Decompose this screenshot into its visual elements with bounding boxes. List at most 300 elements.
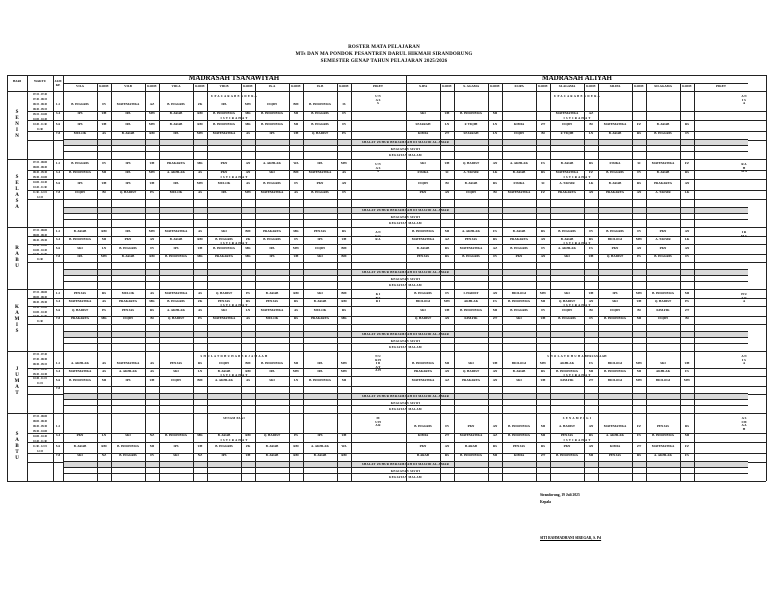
time-slot: 07.15 - 08.00	[33, 291, 47, 294]
ma-cell: B. ARAB	[464, 181, 478, 186]
time-slot: 09.45 - 10.30	[33, 372, 47, 376]
ma-cell: SKI	[420, 160, 426, 165]
mts-cell: RS	[149, 308, 155, 313]
header-mts-col: KODE	[99, 84, 109, 88]
mts-cell: MK	[101, 316, 107, 321]
jam-ke: 7-8	[55, 386, 61, 391]
istirahat-ma: I S T I R A H A T	[563, 241, 591, 245]
time-slot: 11.30	[37, 320, 43, 324]
ma-cell: IN	[637, 170, 641, 175]
time-slot: 11.30	[37, 127, 43, 131]
mts-cell: FIQIH	[171, 378, 181, 383]
mts-cell: MULOK	[169, 190, 183, 195]
ma-cell: F. TIQIH	[464, 122, 478, 127]
ma-cell: PENJAS	[608, 453, 622, 458]
mts-cell: MW	[244, 102, 252, 107]
ma-cell: PKN	[611, 246, 619, 251]
mts-cell: PS	[198, 316, 202, 321]
mts-cell: B. ARAB	[217, 368, 231, 373]
rule	[7, 481, 766, 482]
jam-ke: 1-2	[55, 360, 61, 365]
mts-cell: MW	[100, 254, 108, 259]
mts-cell: ZK	[245, 236, 251, 241]
mts-cell: A. AKHLAK	[167, 308, 185, 313]
rule	[7, 91, 766, 92]
time-slot: 09.15 - 10.00	[33, 112, 47, 116]
ma-cell: B. ARAB	[416, 246, 430, 251]
mts-cell: UH	[101, 181, 107, 186]
ma-cell: A. AKHLAK	[558, 246, 576, 251]
ma-cell: AN	[492, 160, 498, 165]
day-name	[13, 367, 21, 397]
day-name	[13, 432, 21, 462]
ma-cell: SKI	[660, 360, 666, 365]
mts-cell: AS	[245, 131, 251, 136]
ma-cell: RS	[684, 122, 690, 127]
rule	[694, 83, 695, 481]
ma-cell: LN	[444, 122, 450, 127]
mts-cell: UH	[293, 131, 299, 136]
ma-cell: AN	[492, 424, 498, 429]
mts-cell: IPS	[77, 122, 83, 127]
ma-cell: IN	[445, 424, 449, 429]
ma-cell: IN	[541, 246, 545, 251]
mts-cell: NZ	[101, 453, 107, 458]
ma-cell: BIOLOGI	[415, 298, 431, 303]
mts-cell: IPA	[125, 228, 131, 233]
ma-cell: B. INDONESIA	[556, 453, 578, 458]
ma-cell: KIMIA	[609, 444, 621, 449]
mts-cell: PENJAS	[265, 298, 279, 303]
header-mts-col: KODE	[339, 84, 349, 88]
ma-cell: MI	[492, 111, 498, 116]
ma-cell: AZ	[588, 111, 594, 116]
mts-cell: AS	[149, 290, 155, 295]
time-slot: 09.15 - 09.45	[33, 367, 47, 371]
header-ma-col: KODE	[682, 84, 692, 88]
jam-ke: 3-4	[55, 433, 61, 438]
piket-ma: A N I S A	[741, 95, 747, 106]
ma-cell: FIQIH	[658, 316, 668, 321]
day-letter: S	[15, 329, 19, 334]
ma-cell: LN	[492, 122, 498, 127]
ma-cell: B. INGGRIS	[558, 316, 576, 321]
piket-mts: U N A S S	[375, 95, 381, 106]
band-mts: U P A C A R A B E N D E R A	[210, 94, 258, 98]
mts-cell: MULOK	[217, 181, 231, 186]
day-letter: U	[15, 456, 19, 461]
ma-cell: PKN	[515, 254, 523, 259]
istirahat-ma: I S T I R A H A T	[563, 373, 591, 377]
time-slot: 09.30 - 10.00	[33, 305, 47, 309]
time-slot: 07.45 - 08.30	[33, 357, 47, 361]
ma-cell: BIOLOGI	[607, 360, 623, 365]
ma-cell: AN	[636, 246, 642, 251]
mts-cell: PKN	[316, 181, 324, 186]
mts-cell: B. ARAB	[73, 444, 87, 449]
mts-cell: B. INDONESIA	[69, 378, 91, 383]
header-hari: HARI	[12, 79, 22, 83]
jam-ke: 5-6	[55, 444, 61, 449]
jam-ke: 7-8	[55, 131, 61, 136]
ma-cell: RS	[444, 246, 450, 251]
mts-cell: AS	[149, 368, 155, 373]
mts-cell: ZK	[197, 102, 203, 107]
mts-cell: RM	[341, 453, 347, 458]
rule	[53, 75, 54, 481]
ma-cell: UH	[684, 360, 690, 365]
jam-ke: 5-6	[55, 308, 61, 313]
rule	[337, 83, 338, 481]
ma-cell: FZ	[636, 122, 642, 127]
mts-cell: SKI	[317, 254, 323, 259]
mts-cell: IPA	[317, 160, 323, 165]
time-slot: 10.30 - 11.15	[33, 377, 47, 381]
jam-ke: 1-2	[55, 160, 61, 165]
ma-cell: KIMIA	[417, 433, 429, 438]
ma-cell: PKN	[659, 246, 667, 251]
header-ma-col: KODE	[442, 84, 452, 88]
ma-cell: MATEMATIKA	[651, 160, 675, 165]
ma-cell: PENJAS	[416, 254, 430, 259]
ma-cell: AN	[444, 190, 450, 195]
mts-cell: RS	[293, 316, 299, 321]
mts-cell: AN	[245, 170, 251, 175]
title-line-1: ROSTER MATA PELAJARAN	[348, 45, 420, 50]
kegiatan-siswi: KEGIATAN SISWI	[390, 147, 421, 151]
jam-ke: 5-6	[55, 122, 61, 127]
mts-cell: PRAKARYA	[215, 254, 233, 259]
ma-cell: KIMIA	[513, 453, 525, 458]
title-line-3: SEMESTER GENAP TAHUN PELAJARAN 2025/2026	[320, 59, 448, 64]
time-slot: 07.15 - 07.45	[33, 353, 47, 356]
istirahat-ma: I S T I R A H A T	[563, 303, 591, 307]
ma-cell: MW	[635, 378, 643, 383]
mts-cell: B. INDONESIA	[213, 122, 235, 127]
mts-cell: SKI	[269, 378, 275, 383]
mts-cell: AS	[293, 190, 299, 195]
mts-cell: MK	[245, 122, 251, 127]
ma-cell: A. TAFSIR	[559, 181, 575, 186]
mts-cell: IPA	[221, 102, 227, 107]
day-letter: I	[16, 323, 18, 328]
ma-cell: PKN	[419, 190, 427, 195]
piket-mts: M U H A R	[375, 417, 381, 428]
ma-cell: UH	[444, 308, 450, 313]
day-letter: B	[15, 258, 19, 263]
istirahat-mts: I S T I R A H A T	[220, 116, 248, 121]
ma-cell: KIMIA	[513, 122, 525, 127]
ma-cell: PENJAS	[656, 424, 670, 429]
time-slot: 11.30	[37, 258, 43, 262]
mts-cell: NZ	[149, 433, 155, 438]
shalat-text: SHALAT ZUHUR BERJAMAAH DI MASJID AL-AMAR	[361, 462, 450, 466]
ma-cell: Q. HADIST	[606, 254, 624, 259]
kegiatan-siswi: KEGIATAN SISWI	[390, 339, 421, 343]
mts-cell: MULOK	[313, 308, 327, 313]
time-slot: 12.15	[37, 195, 43, 199]
mts-cell: IPA	[173, 131, 179, 136]
istirahat-ma: I S T I R A H A T	[563, 116, 591, 121]
ma-cell: UH	[540, 378, 546, 383]
ma-cell: RS	[636, 181, 642, 186]
mts-cell: AN	[245, 160, 251, 165]
mts-cell: PENJAS	[217, 298, 231, 303]
band-ma: S E N A M P A G I	[562, 416, 592, 420]
time-slot: 09.30 - 10.00	[33, 429, 47, 433]
ma-cell: RS	[492, 181, 498, 186]
ma-cell: SEJARAH	[463, 131, 479, 136]
ma-cell: AN	[684, 228, 690, 233]
mts-cell: MI	[293, 122, 299, 127]
ma-cell: MW	[635, 236, 643, 241]
mts-cell: MW	[244, 190, 252, 195]
day-letter: A	[15, 438, 19, 443]
mts-cell: SKI	[173, 453, 179, 458]
ma-cell: MW	[443, 298, 451, 303]
ma-cell: FIQIH	[466, 190, 476, 195]
ma-cell: PKN	[659, 228, 667, 233]
mts-cell: B. INGGRIS	[71, 160, 89, 165]
ma-cell: MATEMATIKA	[411, 236, 435, 241]
ma-cell: MATEMATIKA	[411, 378, 435, 383]
mts-cell: B. INDONESIA	[165, 433, 187, 438]
mts-cell: IPS	[269, 254, 275, 259]
mts-cell: B. INGGRIS	[119, 453, 137, 458]
jam-ke: 7-8	[55, 316, 61, 321]
rule	[502, 83, 503, 481]
mts-cell: SKI	[77, 246, 83, 251]
mts-cell: MK	[245, 246, 251, 251]
istirahat-ma: I S T I R A H A T	[563, 438, 591, 443]
time-slot: 08.30 - 09.15	[33, 362, 47, 366]
rule	[111, 83, 112, 481]
ma-cell: B. INDONESIA	[604, 368, 626, 373]
day-letter: A	[15, 205, 19, 210]
ma-cell: F. TIQIH	[560, 131, 574, 136]
ma-cell: SKI	[564, 290, 570, 295]
ma-cell: IPS	[612, 290, 618, 295]
rule	[454, 83, 455, 481]
mts-cell: PKN	[124, 236, 132, 241]
day-letter: A	[15, 193, 19, 198]
ma-cell: AKHLAK	[655, 368, 671, 373]
ma-cell: FS	[493, 298, 497, 303]
rule	[766, 75, 767, 481]
mts-cell: LN	[197, 368, 203, 373]
ma-cell: SKI	[564, 254, 570, 259]
mts-cell: MK	[245, 111, 251, 116]
ma-cell: SKI	[612, 298, 618, 303]
day-letter: S	[15, 175, 19, 180]
mts-cell: MK	[149, 298, 155, 303]
mts-cell: IPS	[221, 453, 227, 458]
mts-cell: MI	[101, 378, 107, 383]
header-ma-col: PIKET	[716, 84, 726, 88]
mts-cell: B. INDONESIA	[213, 246, 235, 251]
band-ma: U P A C A R A B E N D E R A	[553, 94, 601, 98]
mts-cell: AS	[101, 131, 107, 136]
day-letter: R	[15, 246, 19, 251]
ma-cell: FIQIH	[562, 122, 572, 127]
mts-cell: RM	[149, 131, 155, 136]
ma-cell: IN	[589, 316, 593, 321]
time-slot: 10.00 - 10.45	[33, 180, 47, 184]
mts-cell: NZ	[197, 453, 203, 458]
mts-cell: B. ARAB	[169, 236, 183, 241]
ma-cell: MW	[683, 378, 691, 383]
ma-cell: BIOLOGI	[511, 360, 527, 365]
ma-cell: SKI	[420, 111, 426, 116]
mts-cell: MATEMATIKA	[68, 368, 92, 373]
piket-ma: A S I M A A H	[741, 417, 747, 431]
title-line-2: MTs DAN MA PONDOK PESANTREN DARUL HIKMAH SIRANDORUNG	[295, 52, 473, 57]
istirahat-mts: I S T I R A H A T	[220, 438, 248, 443]
mts-cell: PENJAS	[313, 228, 327, 233]
ma-cell: RS	[540, 368, 546, 373]
mts-cell: SKI	[317, 290, 323, 295]
ma-cell: MI	[636, 316, 642, 321]
rule	[646, 83, 647, 481]
ma-cell: Q. HADIST	[654, 298, 672, 303]
ma-cell: AN	[540, 254, 546, 259]
ma-cell: BI	[685, 316, 689, 321]
mts-cell: PS	[150, 190, 154, 195]
piket-mts: K I B S R I	[375, 293, 381, 304]
mts-cell: RM	[197, 122, 203, 127]
mts-cell: RM	[293, 290, 299, 295]
rule	[7, 413, 766, 414]
mts-cell: SKI	[221, 228, 227, 233]
mts-cell: AS	[197, 170, 203, 175]
ma-cell: FZ	[588, 170, 594, 175]
ma-cell: RS	[588, 160, 594, 165]
mts-cell: IPS	[173, 246, 179, 251]
day-letter: S	[15, 199, 19, 204]
jam-ke: 3-4	[55, 236, 61, 241]
piket-ma: I R M A	[741, 231, 747, 238]
rule	[27, 244, 766, 245]
ma-cell: MI	[636, 368, 642, 373]
mts-cell: B. INGGRIS	[119, 246, 137, 251]
mts-cell: RM	[101, 444, 107, 449]
mts-cell: MW	[196, 181, 204, 186]
mts-cell: AS	[101, 360, 107, 365]
footer-role: Kepala	[540, 500, 551, 504]
mts-cell: SKI	[173, 368, 179, 373]
mts-cell: A. AKHLAK	[119, 368, 137, 373]
mts-cell: PRAKARYA	[311, 316, 329, 321]
mts-cell: B. INGGRIS	[167, 298, 185, 303]
mts-cell: UH	[245, 453, 251, 458]
rule	[145, 83, 146, 481]
ma-cell: BIOLOGI	[607, 378, 623, 383]
kegiatan-malam: KEGIATAN MALAM	[389, 407, 422, 411]
mts-cell: MK	[341, 316, 347, 321]
ma-cell: MATEMATIKA	[603, 122, 627, 127]
ma-cell: LK	[684, 190, 690, 195]
mts-cell: PS	[246, 290, 250, 295]
ma-cell: SKI	[516, 378, 522, 383]
mts-cell: AS	[293, 308, 299, 313]
mts-cell: RM	[197, 111, 203, 116]
mts-cell: PENJAS	[121, 308, 135, 313]
ma-cell: FS	[493, 228, 497, 233]
ma-cell: UH	[588, 254, 594, 259]
ma-cell: LN	[588, 131, 594, 136]
time-slot: 10.00 - 10.45	[33, 117, 47, 121]
ma-cell: FZ	[636, 424, 642, 429]
rule	[241, 83, 242, 481]
jam-ke: 1-2	[55, 290, 61, 295]
mts-cell: MW	[292, 368, 300, 373]
mts-cell: MW	[148, 228, 156, 233]
ma-cell: I. HADIST	[463, 290, 479, 295]
mts-cell: BM	[293, 102, 299, 107]
ma-cell: PRAKARYA	[606, 190, 624, 195]
ma-cell: MI	[492, 453, 498, 458]
ma-cell: RS	[684, 170, 690, 175]
ma-cell: AN	[492, 368, 498, 373]
header-ma: MADRASAH ALIYAH	[542, 74, 612, 82]
mts-cell: RS	[101, 290, 107, 295]
mts-cell: MK	[197, 254, 203, 259]
mts-cell: PENJAS	[169, 360, 183, 365]
time-slot: 11.15	[37, 382, 43, 386]
mts-cell: MW	[340, 368, 348, 373]
ma-cell: BIOLOGI	[511, 290, 527, 295]
header-ma-col: KODE	[490, 84, 500, 88]
mts-cell: MK	[197, 160, 203, 165]
ma-cell: RS	[444, 453, 450, 458]
mts-cell: AS	[245, 181, 251, 186]
header-mts-col: VII.A	[76, 84, 84, 88]
mts-cell: MI	[293, 111, 299, 116]
ma-cell: A. TAFSIR	[655, 190, 671, 195]
mts-cell: AS	[341, 170, 347, 175]
mts-cell: IPS	[317, 433, 323, 438]
mts-cell: MULOK	[265, 316, 279, 321]
ma-cell: FIQIH	[514, 131, 524, 136]
mts-cell: PS	[342, 131, 346, 136]
day-letter: N	[15, 134, 19, 139]
mts-cell: MATEMATIKA	[164, 290, 188, 295]
ma-cell: KIM.FIK	[560, 378, 574, 383]
mts-cell: MATEMATIKA	[212, 316, 236, 321]
ma-cell: IN	[637, 228, 641, 233]
ma-cell: MI	[492, 308, 498, 313]
mts-cell: UH	[101, 111, 107, 116]
mts-cell: IPA	[221, 190, 227, 195]
ma-cell: AN	[444, 444, 450, 449]
ma-cell: FIQIH	[418, 181, 428, 186]
mts-cell: B. ARAB	[313, 453, 327, 458]
mts-cell: MW	[148, 170, 156, 175]
ma-cell: PKN	[419, 444, 427, 449]
day-name	[13, 110, 21, 140]
mts-cell: B. ARAB	[217, 433, 231, 438]
time-slot: 11.30 - 12.15	[33, 444, 47, 448]
ma-cell: MATEMATIKA	[459, 433, 483, 438]
ma-cell: ZT	[588, 378, 594, 383]
jam-ke: 7-8	[55, 190, 61, 195]
mts-cell: B. INGGRIS	[215, 444, 233, 449]
time-slot: 08.45 - 09.30	[33, 300, 47, 304]
rule	[598, 83, 599, 481]
ma-cell: RS	[540, 444, 546, 449]
mts-cell: LN	[245, 308, 251, 313]
header-mts-col: KODE	[195, 84, 205, 88]
